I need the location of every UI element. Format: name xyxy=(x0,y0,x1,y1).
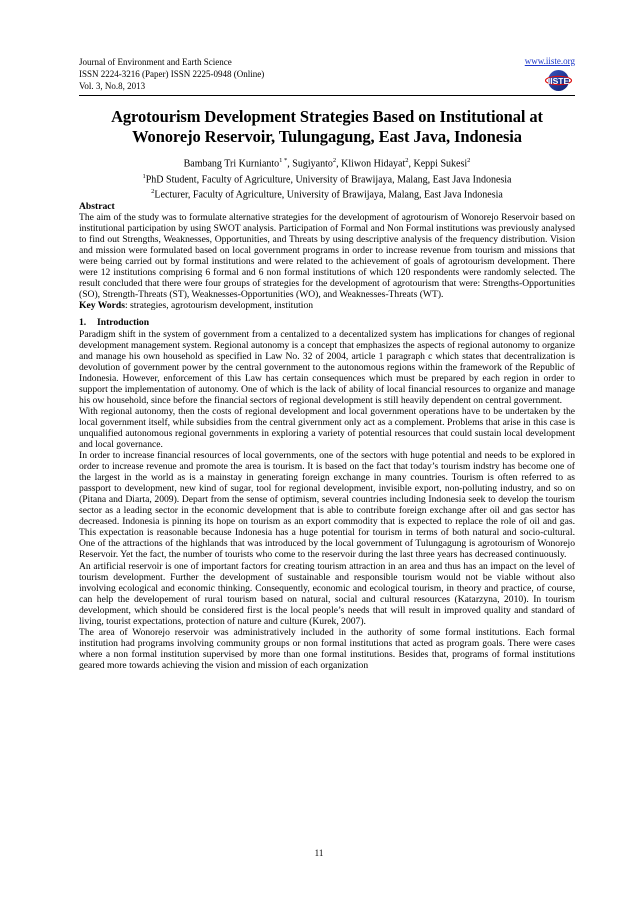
paper-title xyxy=(79,107,575,147)
intro-paragraph: The area of Wonorejo reservoir was administratively included in the authority of some formal institutions. Each formal institution had programs involving community groups or non formal institutions that acted as program goals. There were cases where a non formal institution supervised by more than one formal institutions. Besides that, programs of formal institutions geared more towards achieving the vision and mission of each organization xyxy=(79,626,575,671)
section-heading-introduction: 1. Introduction xyxy=(79,317,150,329)
journal-header xyxy=(79,56,264,93)
paper-title-line1: Agrotourism Development Strategies Based on Institutional at xyxy=(111,107,543,126)
paper-title-line2: Wonorejo Reservoir, Tulungagung, East Java, Indonesia xyxy=(132,127,522,146)
journal-url-link[interactable]: www.iiste.org xyxy=(524,56,575,66)
abstract-heading: Abstract xyxy=(79,201,115,212)
iiste-logo-icon xyxy=(544,69,573,92)
affiliation-1: $^1$PhD Student, Faculty of Agriculture, University of Brawijaya, Malang, East Java Indonesia xyxy=(142,172,512,185)
page-number: 11 xyxy=(314,848,324,858)
affiliation-2: $^2$Lecturer, Faculty of Agriculture, University of Brawijaya, Malang, East Java Indonesia xyxy=(151,188,503,201)
intro-paragraph: In order to increase financial resources of local governments, one of the sectors with huge potential and needs to be explored in order to increase revenue and promote the area is tourism. It is based on the fact that today’s tourism indstry has become one of the largest in the world as is a mainstay in generating foreign exchange in many countries. Tourism is often referred to as passport to development, new kind of sugar, tool for regional development, invisible export, non-polluting industry, and so on (Pitana and Diarta, 2009). Depart from the sense of optimism, several countries including Indonesia seek to develop the tourism sector as a leading sector in the economic development that is able to contribute foreign exchange after oil and gas sector has decreased. Indonesia is pinning its hope on tourism as an export commodity that is expected to replace the role of oil and gas. This expectation is reasonable because Indonesia has a huge potential for tourism in terms of both natural and socio-cultural. One of the attractions of the highlands that was introduced by the local government of Tulungagung is agrotourism of Wonorejo Reservoir. Yet the fact, the number of tourists who come to the reservoir during the last three years has decreased continuously. xyxy=(79,450,575,561)
paper-body xyxy=(79,201,575,671)
intro-paragraph: An artificial reservoir is one of important factors for creating tourism attraction in an area and thus has an impact on the level of tourism development. Further the development of sustainable and responsible tourism would not be viable without also involving ecological and economic thinking. Consequently, economic and ecological tourism, in theory and practice, of course, can help the developement of rural tourism based on natural, social and cultural resources (Katarzyna, 2010). In tourism development, which should be considered first is the local people’s needs that will result in improved quality and standard of living, tourist expectations, protection of nature and culture (Kurek, 2007). xyxy=(79,560,575,627)
keywords: Key Words: strategies, agrotourism development, institution xyxy=(79,300,314,312)
journal-volume: Vol. 3, No.8, 2013 xyxy=(79,81,146,92)
author-names: Bambang Tri Kurnianto$^{1 *}$, Sugiyanto$^2$, Kliwon Hidayat$^2$, Keppi Sukesi$^2$ xyxy=(183,157,471,170)
intro-paragraph: Paradigm shift in the system of government from a centalized to a decentalized system has implications for changes of regional development management system. Regional autonomy is a concept that emphasizes the aspects of regional autonomy to organize and manage his own household as specified in Law No. 32 of 2004, article 1 paragraph c which states that decentralization is devolution of government power by the central government to the autonomous regions within the framework of the Republic of Indonesia. However, enforcement of this Law has certain consequences which must be prepared by each region in order to support the implementation of autonomy. One of which is the lack of ability of local financial resources to organize and manage his ow household, since before the financial sectors of regional development is still heavily dependent on central government. xyxy=(79,328,575,406)
abstract-text: The aim of the study was to formulate alternative strategies for the development of agrotourism of Wonorejo Reservoir based on institutional participation by using SWOT analysis. Participation of Formal and Non Formal institutions was previously analysed to find out Strengths, Weaknesses, Opportunities, and Threats by using descriptive analysis of the frequency distribution. Vision and mission were formulated based on local government programs in order to increase revenue from tourism and missions that were being carried out by formal institutions and were related to the achievement of goals of agrotourism development. There were 12 institutions comprising 6 formal and 6 non formal institutions of which 120 respondents were randomly selected. The result concluded that there were four groups of strategies for the development of agrotourism that were: Strengths-Opportunities (SO), Strength-Threats (ST), Weaknesses-Opportunities (WO), and Weaknesses-Threats (WT). xyxy=(79,212,575,301)
header-divider xyxy=(79,95,575,96)
journal-issn: ISSN 2224-3216 (Paper) ISSN 2225-0948 (Online) xyxy=(79,69,265,80)
author-block xyxy=(79,155,575,202)
logo-lettering: IISTE xyxy=(547,76,570,86)
intro-paragraph: With regional autonomy, then the costs of regional development and local government operations have to be undertaken by the local government itself, while subsidies from the central givernment only act as a complement. Problems that arise in this case is unqualified autonomous regional governments in exploring a variety of potential resources that could sustain local development and local governance. xyxy=(79,405,575,450)
journal-name: Journal of Environment and Earth Science xyxy=(79,57,232,67)
